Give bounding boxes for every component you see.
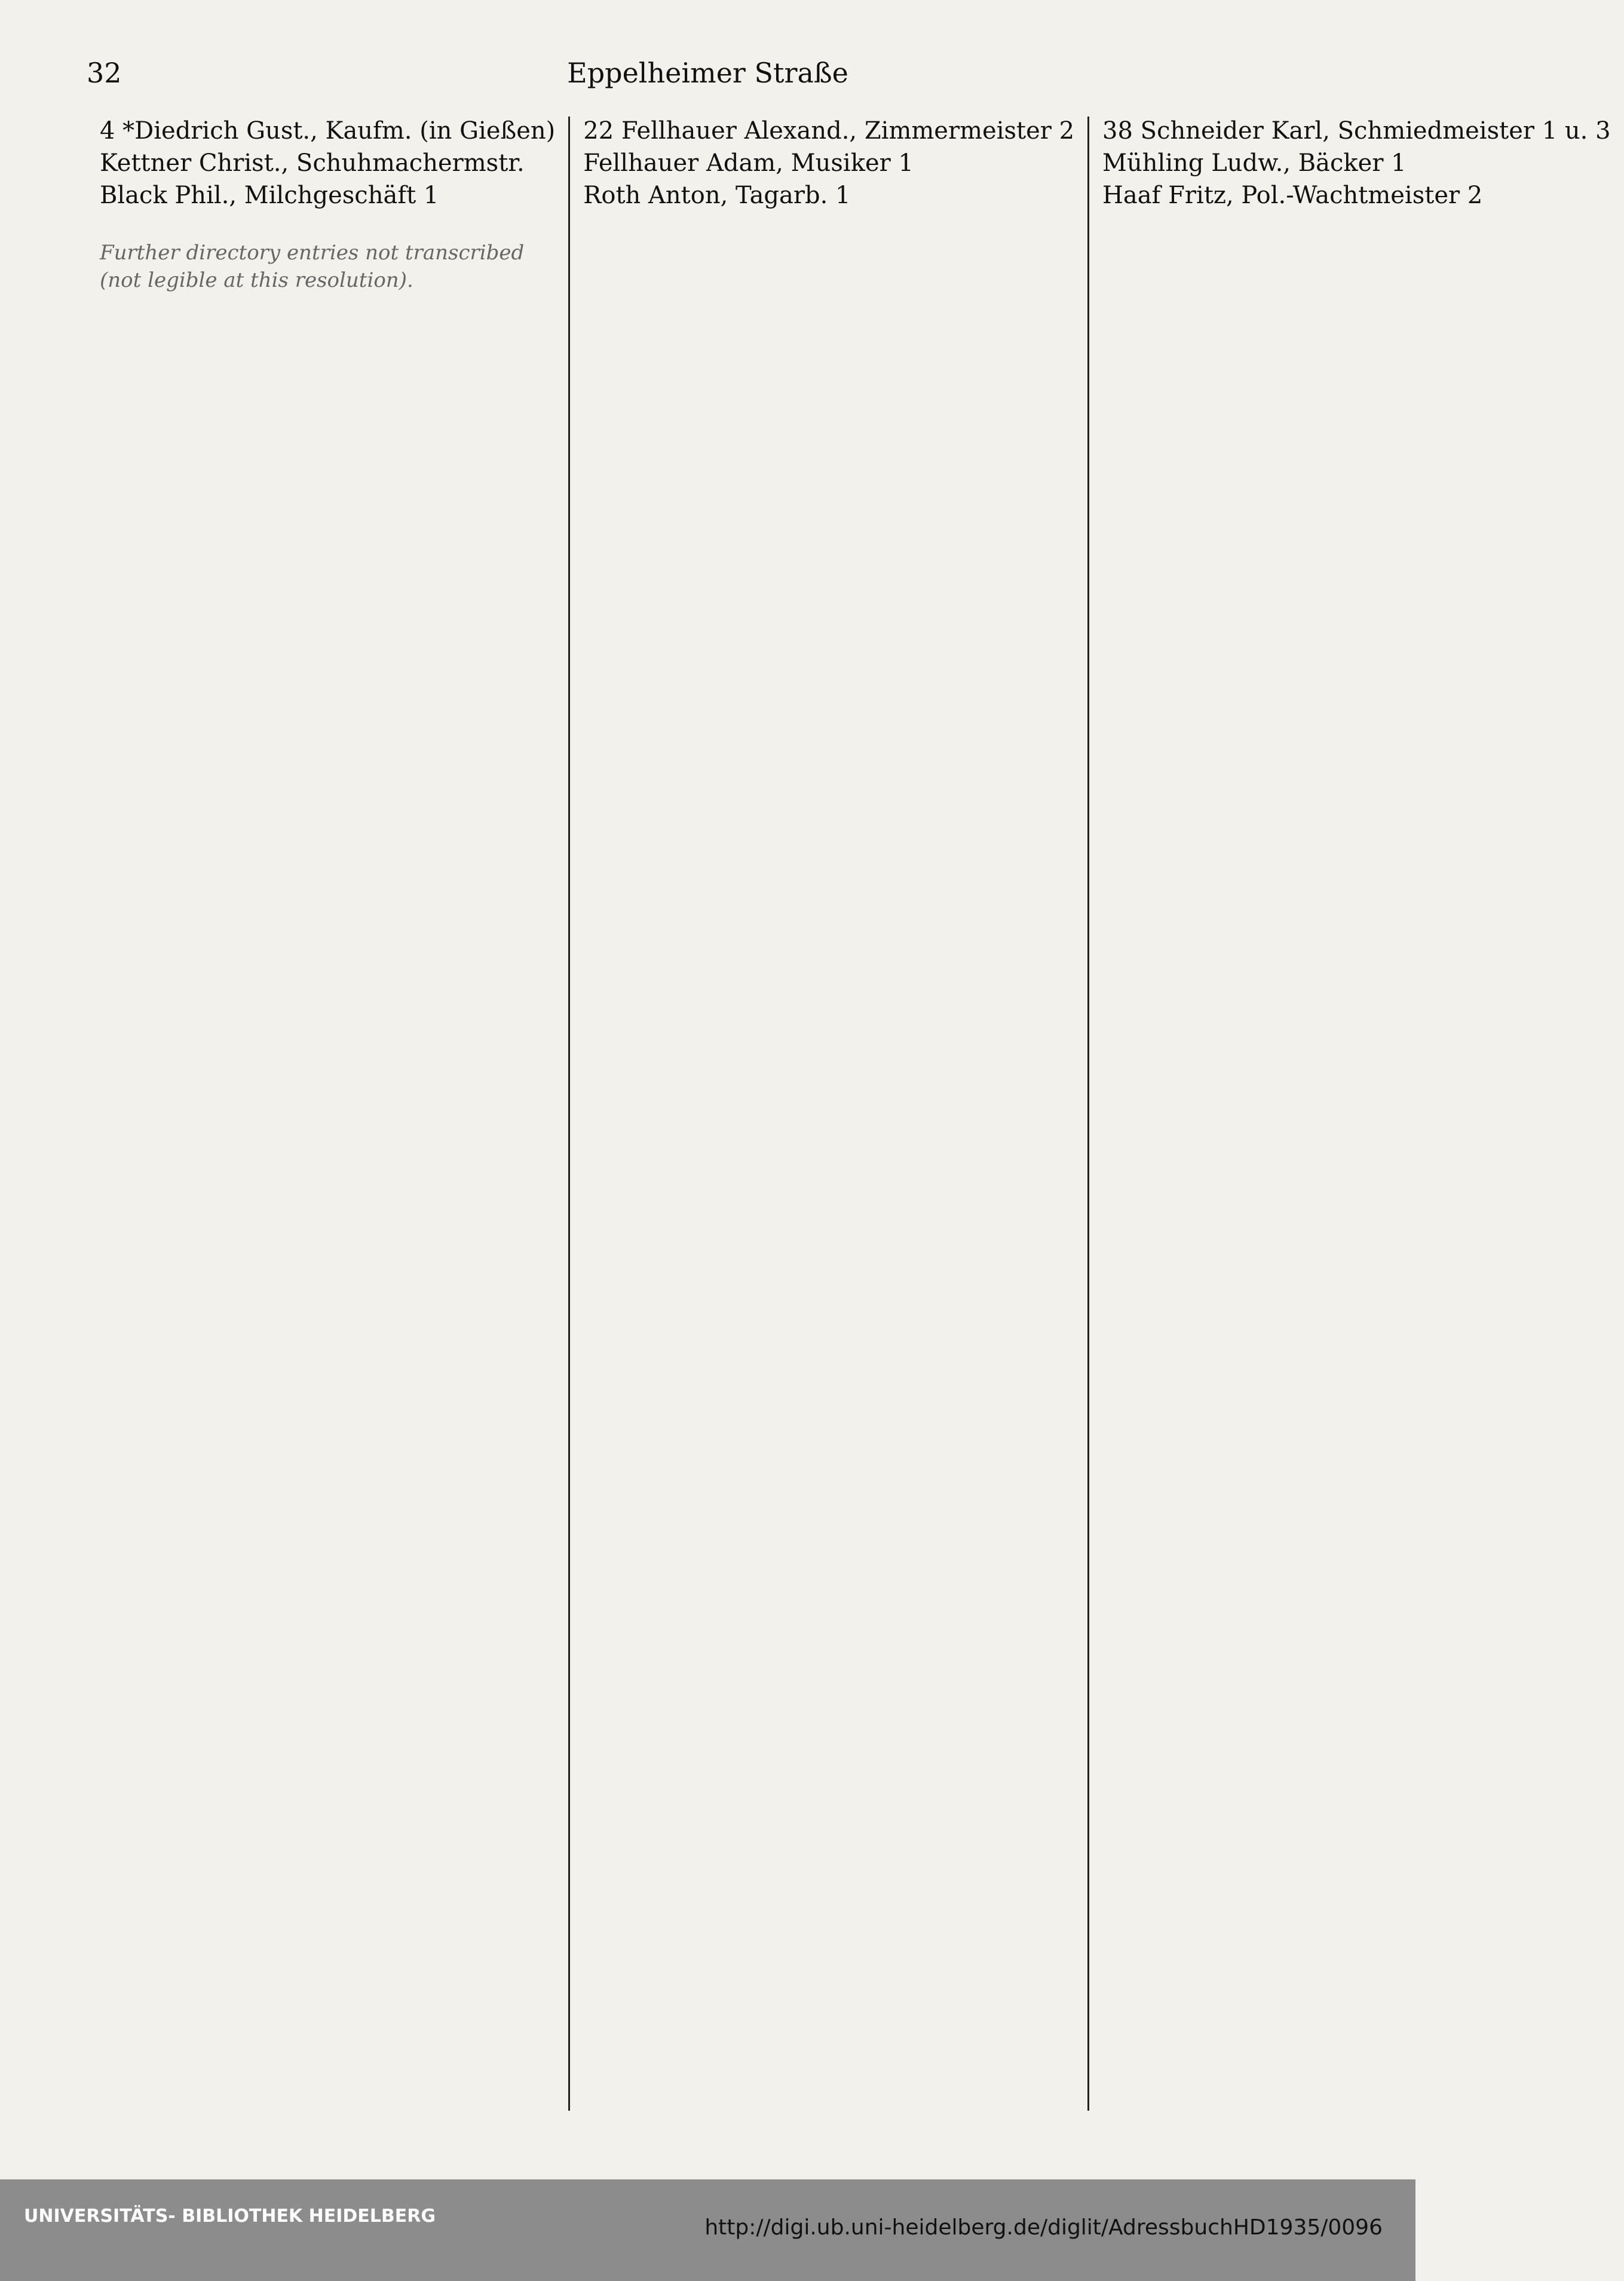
directory-entry: Roth Anton, Tagarb. 1 bbox=[583, 182, 851, 209]
directory-entry: Haaf Fritz, Pol.-Wachtmeister 2 bbox=[1102, 182, 1483, 209]
directory-entry: Fellhauer Adam, Musiker 1 bbox=[583, 149, 914, 177]
directory-entry: 38 Schneider Karl, Schmiedmeister 1 u. 3 bbox=[1102, 117, 1611, 145]
directory-column bbox=[1087, 117, 1623, 2111]
library-logo: UNIVERSITÄTS- BIBLIOTHEK HEIDELBERG bbox=[24, 2206, 436, 2227]
directory-entry: 22 Fellhauer Alexand., Zimmermeister 2 bbox=[583, 117, 1075, 145]
directory-column bbox=[87, 117, 568, 2111]
directory-entry: Black Phil., Milchgeschäft 1 bbox=[100, 182, 439, 209]
page-title: Eppelheimer Straße bbox=[567, 57, 848, 89]
page-number: 32 bbox=[87, 57, 122, 89]
directory-columns bbox=[87, 117, 1611, 2111]
directory-entry: Mühling Ludw., Bäcker 1 bbox=[1102, 149, 1407, 177]
directory-column bbox=[568, 117, 1087, 2111]
source-link[interactable]: http://digi.ub.uni-heidelberg.de/diglit/AdressbuchHD1935/0096 bbox=[704, 2215, 1383, 2240]
library-footer bbox=[0, 2179, 1415, 2281]
directory-entry: 4 *Diedrich Gust., Kaufm. (in Gießen) bbox=[100, 117, 556, 145]
directory-entry: Kettner Christ., Schuhmachermstr. bbox=[100, 149, 525, 177]
page-header bbox=[87, 57, 1329, 99]
untranscribed-note: Further directory entries not transcribed (not legible at this resolution). bbox=[100, 241, 525, 292]
